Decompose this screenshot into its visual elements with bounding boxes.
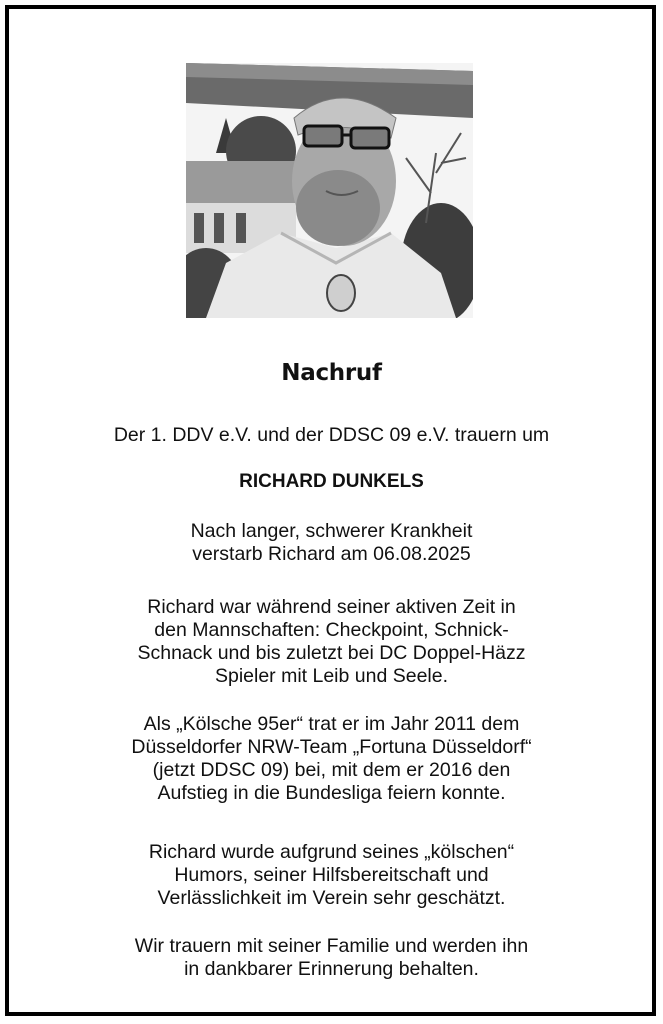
- deceased-name: RICHARD DUNKELS: [239, 471, 424, 492]
- intro-line: Der 1. DDV e.V. und der DDSC 09 e.V. trauern um: [113, 424, 550, 446]
- paragraph-club-history: Als „Kölsche 95er“ trat er im Jahr 2011 dem Düsseldorfer NRW-Team „Fortuna Düsseldorf“ (jetzt DDSC 09) bei, mit dem er 2016 den Aufstieg in die Bundesliga feiern konnte.: [131, 713, 532, 804]
- paragraph-character: Richard wurde aufgrund seines „kölschen“ Humors, seiner Hilfsbereitschaft und Verlässlichkeit im Verein sehr geschätzt.: [148, 841, 515, 909]
- paragraph-death-notice: Nach langer, schwerer Krankheit verstarb Richard am 06.08.2025: [190, 520, 473, 565]
- paragraph-teams: Richard war während seiner aktiven Zeit in den Mannschaften: Checkpoint, Schnick- Schnack und bis zuletzt bei DC Doppel-Häzz Spieler mit Leib und Seele.: [137, 596, 526, 687]
- notice-title: Nachruf: [281, 360, 382, 386]
- portrait-photo: [186, 63, 473, 318]
- paragraph-closing: Wir trauern mit seiner Familie und werden ihn in dankbarer Erinnerung behalten.: [134, 935, 529, 980]
- portrait-illustration: [186, 63, 473, 318]
